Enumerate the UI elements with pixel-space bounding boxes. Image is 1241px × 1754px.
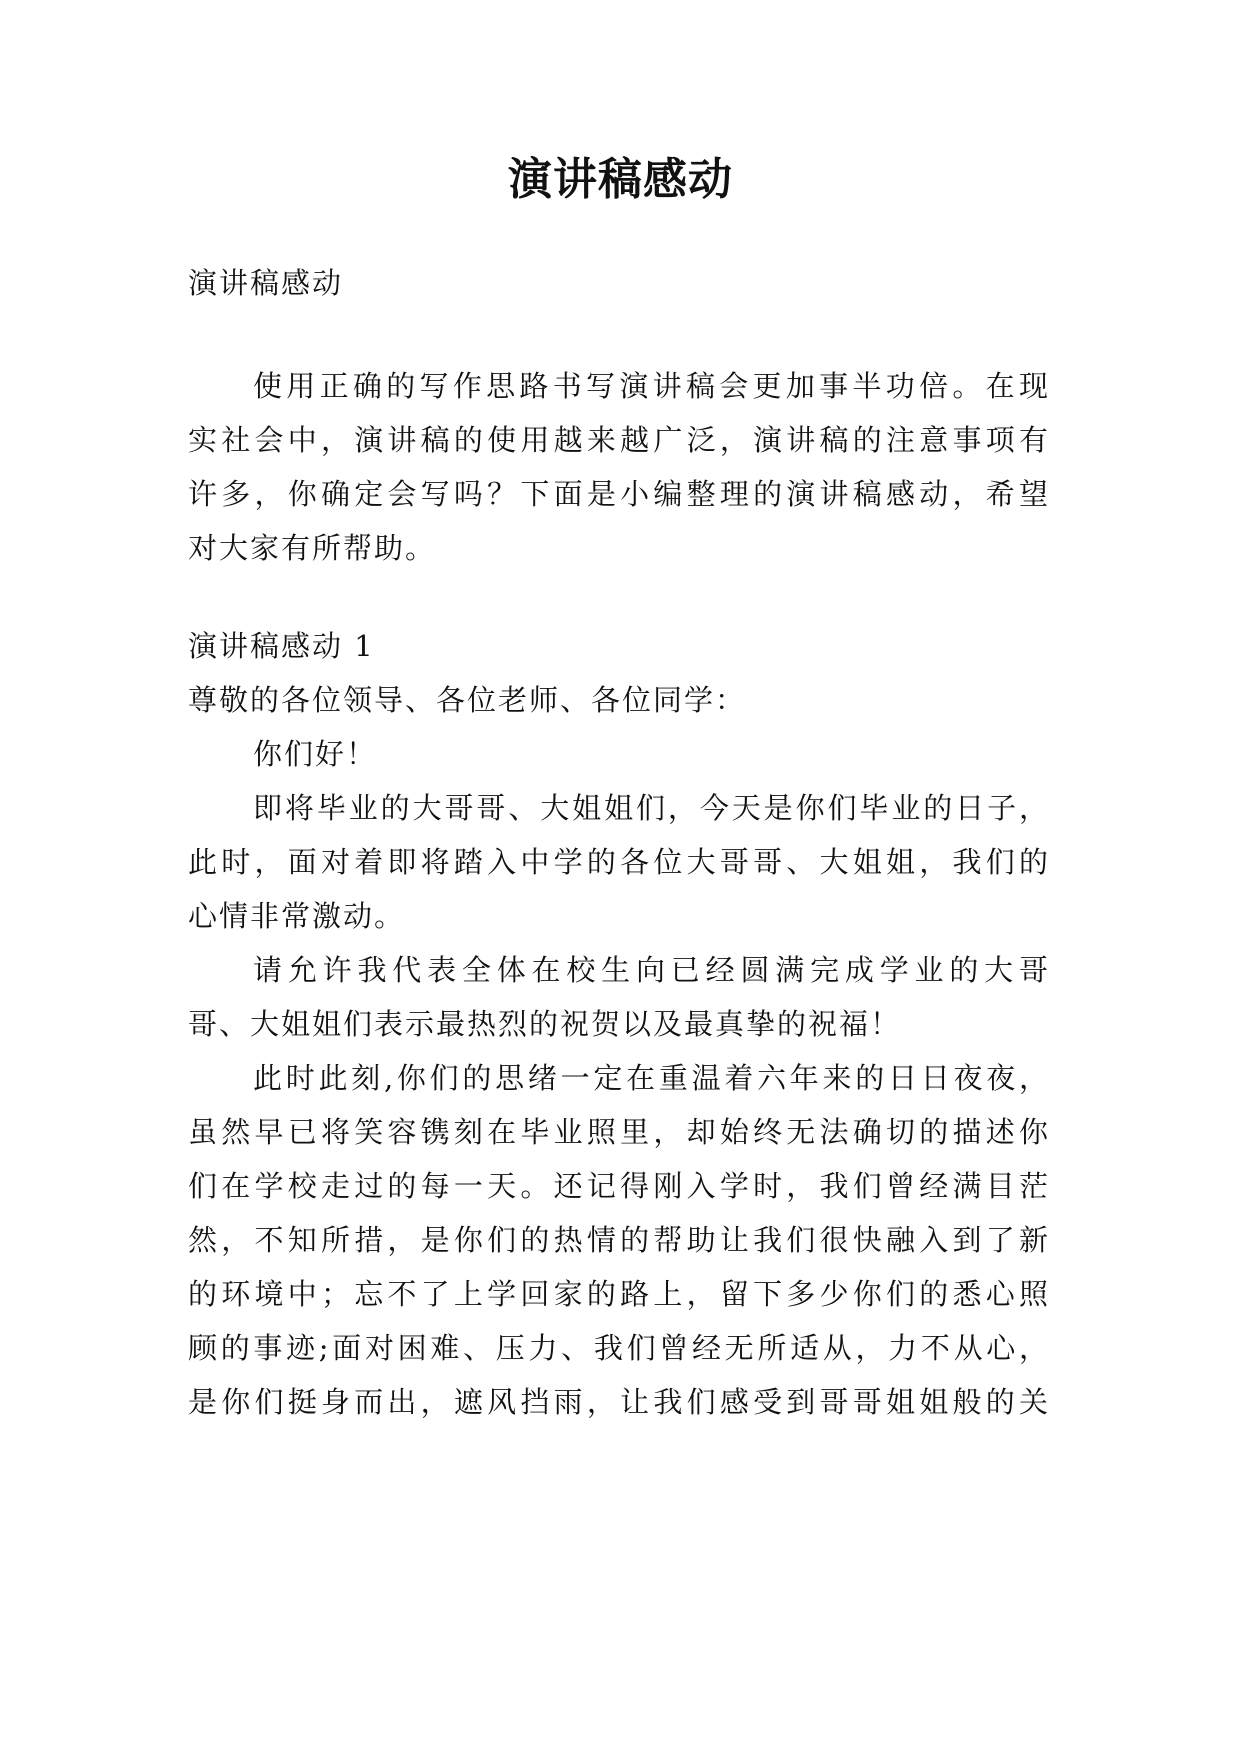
paragraph-line: 使用正确的写作思路书写演讲稿会更加事半功倍。在现 (253, 369, 1050, 403)
document-title: 演讲稿感动 (508, 154, 733, 205)
paragraph-line: 是你们挺身而出，遮风挡雨，让我们感受到哥哥姐姐般的关 (188, 1385, 1050, 1419)
paragraph-line: 的环境中；忘不了上学回家的路上，留下多少你们的悉心照 (188, 1277, 1050, 1311)
subtitle-line: 演讲稿感动 (188, 266, 344, 300)
paragraph-line: 们在学校走过的每一天。还记得刚入学时，我们曾经满目茫 (188, 1169, 1050, 1203)
paragraph-line: 请允许我代表全体在校生向已经圆满完成学业的大哥 (253, 953, 1050, 987)
paragraph-line: 此时此刻,你们的思绪一定在重温着六年来的日日夜夜， (253, 1061, 1050, 1095)
paragraph-line: 即将毕业的大哥哥、大姐姐们，今天是你们毕业的日子， (253, 791, 1050, 825)
paragraph-line: 此时，面对着即将踏入中学的各位大哥哥、大姐姐，我们的 (188, 845, 1050, 879)
section-heading: 演讲稿感动 1 (188, 629, 375, 663)
paragraph-line: 哥、大姐姐们表示最热烈的祝贺以及最真挚的祝福！ (188, 1007, 902, 1041)
paragraph-line: 许多，你确定会写吗？下面是小编整理的演讲稿感动，希望 (188, 477, 1050, 511)
greeting-line: 你们好！ (253, 737, 378, 771)
paragraph-line: 实社会中，演讲稿的使用越来越广泛，演讲稿的注意事项有 (188, 423, 1050, 457)
paragraph-line: 对大家有所帮助。 (188, 531, 437, 565)
paragraph-line: 心情非常激动。 (188, 899, 406, 933)
paragraph-line: 然，不知所措，是你们的热情的帮助让我们很快融入到了新 (188, 1223, 1050, 1257)
salutation-line: 尊敬的各位领导、各位老师、各位同学： (188, 683, 747, 717)
paragraph-line: 虽然早已将笑容镌刻在毕业照里，却始终无法确切的描述你 (188, 1115, 1050, 1149)
paragraph-line: 顾的事迹;面对困难、压力、我们曾经无所适从，力不从心， (188, 1331, 1050, 1365)
